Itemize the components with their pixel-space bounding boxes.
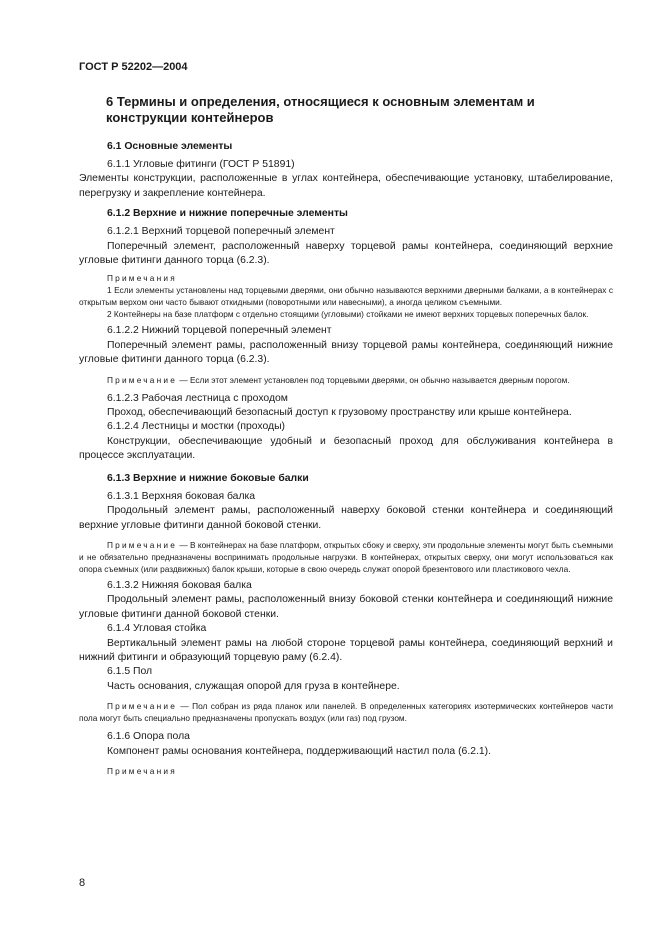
term-6-1-4: 6.1.4 Угловая стойка bbox=[107, 623, 207, 635]
note-6-1-2-2: Примечание — Если этот элемент установлен под торцевыми дверями, он обычно называется дверным порогом. bbox=[107, 374, 570, 385]
definition-6-1-3-2: Продольный элемент рамы, расположенный внизу боковой стенки контейнера и соединяющий нижние угловые фитинги данной боковой стенки. bbox=[79, 594, 613, 620]
term-6-1-2-4: 6.1.2.4 Лестницы и мостки (проходы) bbox=[107, 421, 286, 433]
section-title: 6 Термины и определения, относящиеся к основным элементам и конструкции контейнеров bbox=[106, 94, 535, 125]
definition-6-1-3-1: Продольный элемент рамы, расположенный наверху боковой стенки контейнера и соединяющий верхние угловые фитинги данной боковой стенки. bbox=[79, 505, 613, 531]
term-6-1-2-3: 6.1.2.3 Рабочая лестница с проходом bbox=[107, 392, 288, 404]
definition-6-1-4: Вертикальный элемент рамы на любой стороне торцевой рамы контейнера, соединяющий верхний и нижний фитинги и образующий торцевую раму (6.2.4). bbox=[79, 637, 613, 663]
definition-6-1-2-4: Конструкции, обеспечивающие удобный и безопасный проход для обслуживания контейнера в процессе эксплуатации. bbox=[79, 435, 613, 462]
note-2: 2 Контейнеры на базе платформ с отдельно стоящими (угловыми) стойками не имеют верхних торцевых поперечных балок. bbox=[107, 309, 589, 320]
notes-label-6-1-6: Примечания bbox=[107, 765, 177, 776]
term-6-1-2-2: 6.1.2.2 Нижний торцевой поперечный элемент bbox=[107, 325, 332, 337]
note-1: 1 Если элементы установлены над торцевыми дверями, они обычно называются верхними дверными балками, а в контейнерах с открытым верхом они часто бывают откидными (поворотными или навесными), а иногда целиком съемными. bbox=[79, 285, 613, 308]
note-6-1-3-1: Примечание — В контейнерах на базе платформ, открытых сбоку и сверху, эти продольные элементы могут быть съемными и не обязательно предназначены воспринимать продольные нагрузки. В контейнерах, открытых сверху, они могут использоваться как опора съемных (или раздвижных) балок крыши, которые в свою очередь служат опорой брезентового или пластикового чехла. bbox=[79, 539, 613, 574]
definition-6-1-2-1: Поперечный элемент, расположенный наверху торцевой рамы контейнера, соединяющий верхние угловые фитинги данного торца (6.2.3). bbox=[79, 240, 613, 267]
standard-header: ГОСТ Р 52202—2004 bbox=[79, 61, 188, 73]
page-number: 8 bbox=[79, 877, 86, 889]
term-6-1-3-2: 6.1.3.2 Нижняя боковая балка bbox=[107, 579, 252, 591]
term-6-1-6: 6.1.6 Опора пола bbox=[107, 731, 190, 743]
definition-6-1-2-3: Проход, обеспечивающий безопасный доступ к грузовому пространству или крыше контейнера. bbox=[107, 407, 572, 419]
definition-6-1-5: Часть основания, служащая опорой для груза в контейнере. bbox=[107, 680, 400, 692]
heading-6-1-2: 6.1.2 Верхние и нижние поперечные элементы bbox=[107, 208, 348, 220]
definition-6-1-1: Элементы конструкции, расположенные в углах контейнера, обеспечивающие установку, штабелирование, перегрузку и закрепление контейнера. bbox=[79, 173, 613, 199]
definition-6-1-6: Компонент рамы основания контейнера, поддерживающий настил пола (6.2.1). bbox=[107, 745, 492, 757]
heading-6-1-3: 6.1.3 Верхние и нижние боковые балки bbox=[107, 472, 309, 484]
heading-6-1: 6.1 Основные элементы bbox=[107, 141, 233, 152]
notes-label: Примечания bbox=[107, 273, 177, 284]
document-body bbox=[79, 140, 613, 777]
term-6-1-2-1: 6.1.2.1 Верхний торцевой поперечный элемент bbox=[107, 226, 335, 238]
term-6-1-1: 6.1.1 Угловые фитинги (ГОСТ Р 51891) bbox=[107, 159, 295, 170]
note-6-1-5: Примечание — Пол собран из ряда планок или панелей. В определенных категориях изотермических контейнеров части пола могут быть специально предназначены пропускать воздух (или газ) под грузом. bbox=[79, 701, 613, 724]
term-6-1-3-1: 6.1.3.1 Верхняя боковая балка bbox=[107, 490, 256, 502]
term-6-1-5: 6.1.5 Пол bbox=[107, 666, 153, 678]
definition-6-1-2-2: Поперечный элемент рамы, расположенный внизу торцевой рамы контейнера, соединяющий нижние угловые фитинги данного торца (6.2.3). bbox=[79, 339, 613, 366]
